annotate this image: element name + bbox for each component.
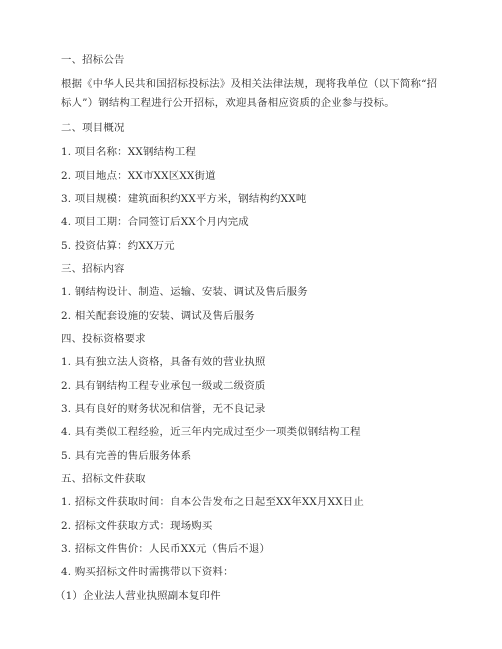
list-item: 5. 具有完善的售后服务体系: [61, 450, 192, 462]
list-item: （1）企业法人营业执照副本复印件: [55, 590, 221, 602]
section-heading-documents: 五、招标文件获取: [61, 473, 146, 485]
list-item: 2. 招标文件获取方式：现场购买: [61, 520, 213, 532]
section-heading-announcement: 一、招标公告: [61, 54, 125, 66]
section-heading-content: 三、招标内容: [61, 263, 125, 275]
list-item: 4. 项目工期：合同签订后XX个月内完成: [61, 216, 249, 228]
list-item: 4. 购买招标文件时需携带以下资料：: [61, 566, 234, 578]
intro-paragraph: 根据《中华人民共和国招标投标法》及相关法律法规，现将我单位（以下简称“招标人”）钢结构工程进行公开招标，欢迎具备相应资质的企业参与投标。: [61, 78, 438, 109]
list-item: 5. 投资估算：约XX万元: [61, 240, 175, 252]
list-item: 1. 钢结构设计、制造、运输、安装、调试及售后服务: [61, 286, 308, 298]
list-item: 1. 项目名称：XX钢结构工程: [61, 146, 196, 158]
list-item: 2. 相关配套设施的安装、调试及售后服务: [61, 310, 255, 322]
list-item: 2. 具有钢结构工程专业承包一级或二级资质: [61, 380, 266, 392]
list-item: 3. 招标文件售价：人民币XX元（售后不退）: [61, 543, 271, 555]
list-item: 3. 具有良好的财务状况和信誉，无不良记录: [61, 403, 266, 415]
list-item: 1. 具有独立法人资格，具备有效的营业执照: [61, 356, 266, 368]
section-heading-qualification: 四、投标资格要求: [61, 333, 146, 345]
list-item: 1. 招标文件获取时间：自本公告发布之日起至XX年XX月XX日止: [61, 496, 364, 508]
list-item: 3. 项目规模：建筑面积约XX平方米，钢结构约XX吨: [61, 193, 307, 205]
section-heading-overview: 二、项目概况: [61, 122, 125, 134]
list-item: 4. 具有类似工程经验，近三年内完成过至少一项类似钢结构工程: [61, 426, 361, 438]
list-item: 2. 项目地点：XX市XX区XX街道: [61, 170, 216, 182]
